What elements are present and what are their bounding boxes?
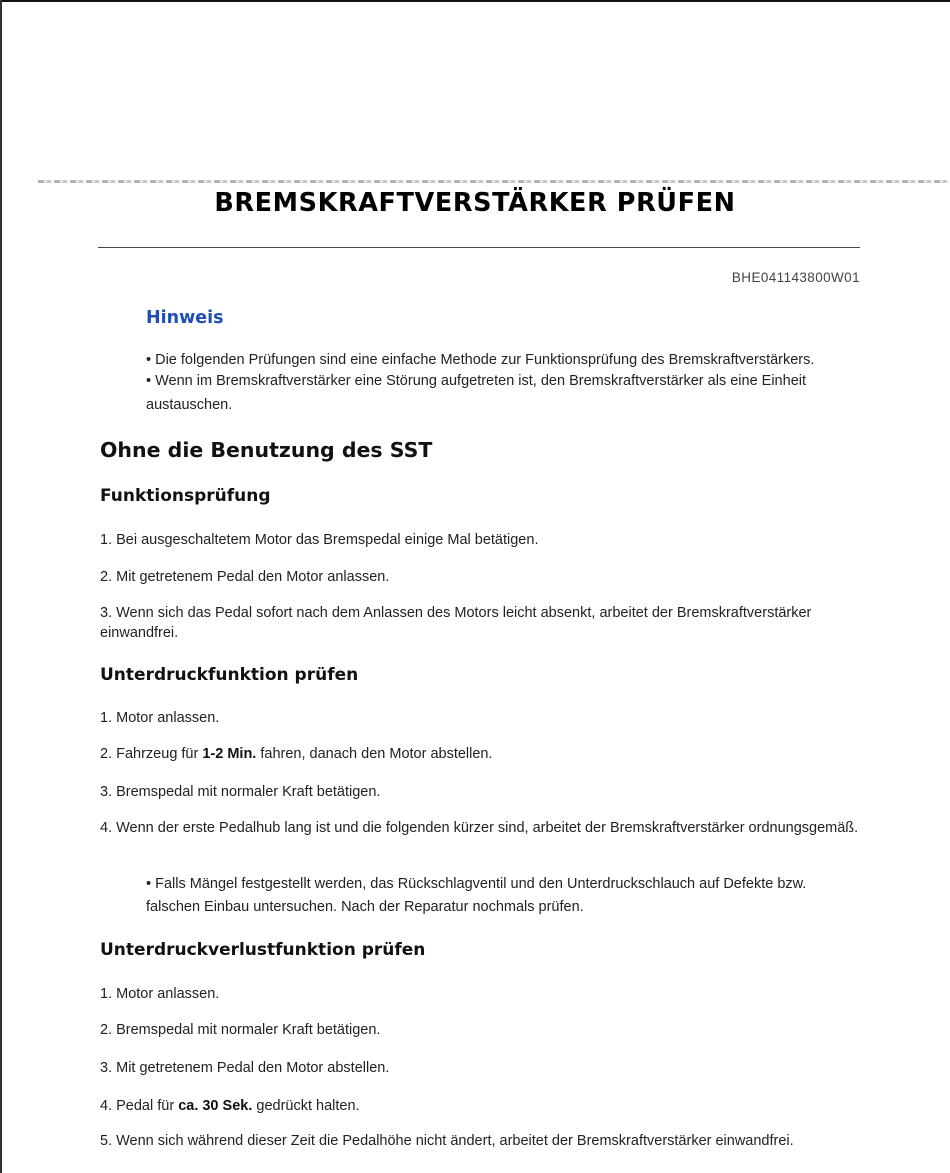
vacuum-function-heading: Unterdruckfunktion prüfen <box>100 665 359 685</box>
vacuum-function-step-2 <box>100 744 860 764</box>
vacuum-function-step-3: 3. Bremspedal mit normaler Kraft betätigen. <box>100 784 381 800</box>
vacuum-loss-heading: Unterdruckverlustfunktion prüfen <box>100 940 426 960</box>
vacuum-function-step-1: 1. Motor anlassen. <box>100 710 220 726</box>
vacuum-loss-step-3: 3. Mit getretenem Pedal den Motor abstellen. <box>100 1060 390 1076</box>
scan-border-left <box>0 0 2 1173</box>
vacuum-loss-step-1: 1. Motor anlassen. <box>100 986 220 1002</box>
scan-border-top <box>0 0 950 2</box>
document-id: BHE041143800W01 <box>731 270 860 285</box>
vacuum-function-step-4: 4. Wenn der erste Pedalhub lang ist und die folgenden kürzer sind, arbeitet der Bremskraftverstärker ordnungsgemäß. <box>100 820 859 836</box>
hint-bullet-2-continued: austauschen. <box>146 397 233 413</box>
section-heading: Ohne die Benutzung des SST <box>100 438 433 462</box>
title-divider <box>98 247 860 248</box>
hint-heading: Hinweis <box>146 308 224 328</box>
hint-bullet-2: • Wenn im Bremskraftverstärker eine Störung aufgetreten ist, den Bremskraftverstärker als eine Einheit <box>146 373 807 389</box>
functional-test-heading: Funktionsprüfung <box>100 486 271 506</box>
vacuum-loss-step-2: 2. Bremspedal mit normaler Kraft betätigen. <box>100 1022 381 1038</box>
functional-test-step-3: 3. Wenn sich das Pedal sofort nach dem Anlassen des Motors leicht absenkt, arbeitet der Bremskraftverstärker einwandfrei. <box>100 605 812 641</box>
step-text: 2. Fahrzeug für <box>100 746 203 762</box>
page-title: BREMSKRAFTVERSTÄRKER PRÜFEN <box>214 188 736 218</box>
duration-value: 1-2 Min. <box>202 746 257 762</box>
step-text: gedrückt halten. <box>252 1098 360 1114</box>
functional-test-step-1: 1. Bei ausgeschaltetem Motor das Bremspedal einige Mal betätigen. <box>100 532 539 548</box>
duration-value: ca. 30 Sek. <box>178 1098 253 1114</box>
vacuum-loss-step-4 <box>100 1096 860 1116</box>
scan-artifact-streak <box>38 180 950 183</box>
vacuum-loss-step-5: 5. Wenn sich während dieser Zeit die Pedalhöhe nicht ändert, arbeitet der Bremskraftverstärker einwandfrei. <box>100 1133 794 1149</box>
hint-bullet-1: • Die folgenden Prüfungen sind eine einfache Methode zur Funktionsprüfung des Bremskraftverstärkers. <box>146 352 815 368</box>
functional-test-step-2: 2. Mit getretenem Pedal den Motor anlassen. <box>100 569 390 585</box>
step-text: fahren, danach den Motor abstellen. <box>256 746 493 762</box>
vacuum-function-note: • Falls Mängel festgestellt werden, das Rückschlagventil und den Unterdruckschlauch auf Defekte bzw. falschen Einbau untersuchen. Nach der Reparatur nochmals prüfen. <box>146 876 807 915</box>
step-text: 4. Pedal für <box>100 1098 179 1114</box>
